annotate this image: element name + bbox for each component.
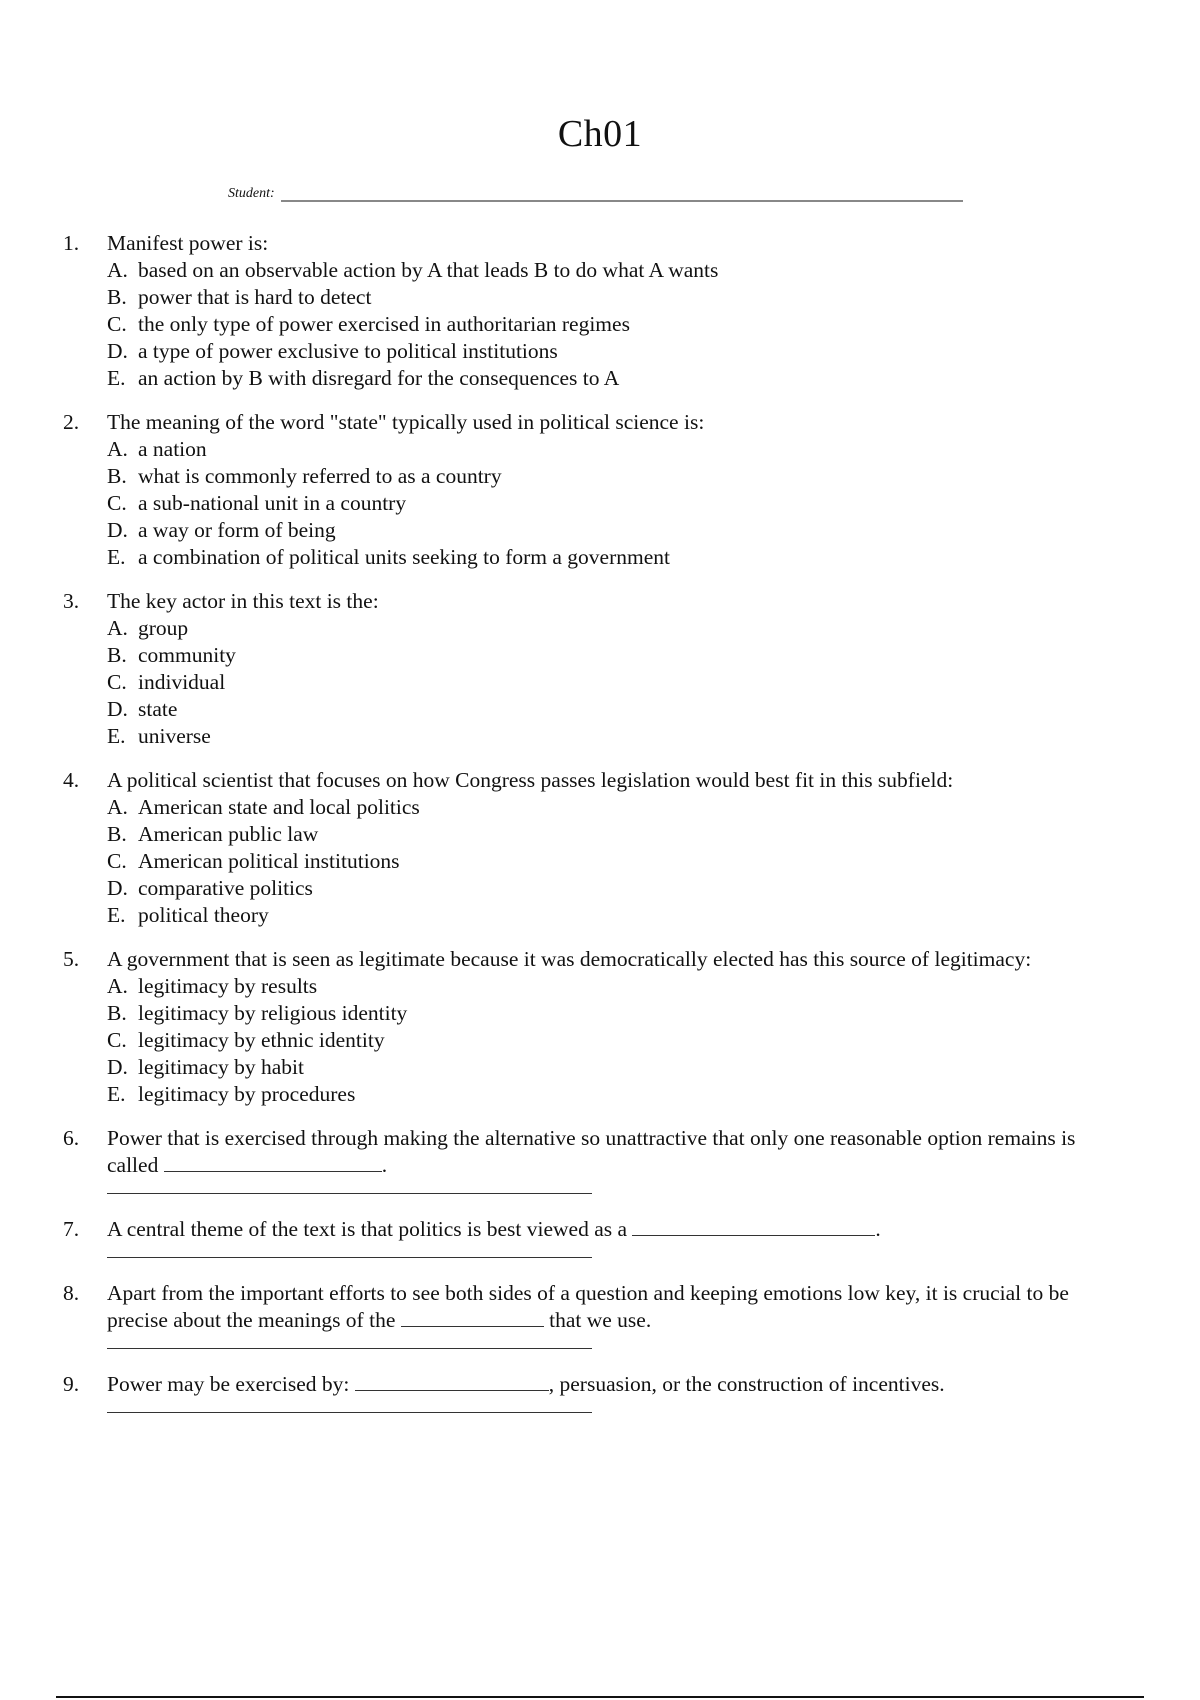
question-stem: A government that is seen as legitimate because it was democratically elected has this source of legitimacy: — [107, 947, 1032, 971]
answer-option-c: C. a sub-national unit in a country — [107, 491, 407, 515]
question-stem: Power that is exercised through making the alternative so unattractive that only one reasonable option remains is called . — [107, 1126, 1076, 1177]
answer-option-b: B. power that is hard to detect — [107, 285, 372, 309]
answer-option-e: E. universe — [107, 724, 211, 748]
question-5 — [63, 946, 1123, 1108]
footer-rule — [56, 1696, 1144, 1698]
answer-line[interactable] — [107, 1181, 592, 1194]
question-number: 3. — [63, 589, 80, 613]
question-number: 5. — [63, 947, 80, 971]
question-stem: The key actor in this text is the: — [107, 589, 379, 613]
question-list — [63, 230, 1123, 1435]
answer-option-a: A. group — [107, 616, 189, 640]
question-number: 1. — [63, 231, 80, 255]
answer-line[interactable] — [107, 1336, 592, 1349]
question-number: 8. — [63, 1281, 80, 1305]
question-stem: Apart from the important efforts to see both sides of a question and keeping emotions low key, it is crucial to be precise about the meanings of the that we use. — [107, 1281, 1069, 1332]
question-stem: The meaning of the word "state" typically used in political science is: — [107, 410, 705, 434]
page-title: Ch01 — [557, 113, 643, 155]
inline-blank — [164, 1153, 382, 1172]
answer-option-d: D. comparative politics — [107, 876, 313, 900]
answer-option-c: C. legitimacy by ethnic identity — [107, 1028, 385, 1052]
answer-line[interactable] — [107, 1400, 592, 1413]
question-stem: Power may be exercised by: , persuasion, or the construction of incentives. — [107, 1372, 945, 1396]
student-name-line[interactable] — [281, 184, 963, 202]
question-stem: Manifest power is: — [107, 231, 269, 255]
answer-option-b: B. what is commonly referred to as a country — [107, 464, 502, 488]
question-number: 6. — [63, 1126, 80, 1150]
question-4 — [63, 767, 1123, 929]
question-3 — [63, 588, 1123, 750]
inline-blank — [355, 1372, 549, 1391]
answer-option-e: E. legitimacy by procedures — [107, 1082, 356, 1106]
question-8 — [63, 1280, 1123, 1349]
question-7 — [63, 1216, 1123, 1258]
answer-option-d: D. a type of power exclusive to political institutions — [107, 339, 558, 363]
answer-option-c: C. the only type of power exercised in authoritarian regimes — [107, 312, 630, 336]
question-6 — [63, 1125, 1123, 1194]
answer-option-c: C. individual — [107, 670, 226, 694]
answer-option-a: A. American state and local politics — [107, 795, 420, 819]
question-2 — [63, 409, 1123, 571]
answer-option-a: A. legitimacy by results — [107, 974, 318, 998]
answer-option-d: D. state — [107, 697, 178, 721]
question-stem: A political scientist that focuses on how Congress passes legislation would best fit in this subfield: — [107, 768, 954, 792]
answer-option-d: D. legitimacy by habit — [107, 1055, 304, 1079]
question-stem: A central theme of the text is that politics is best viewed as a . — [107, 1217, 881, 1241]
student-name-field — [228, 184, 963, 202]
answer-option-d: D. a way or form of being — [107, 518, 336, 542]
answer-option-e: E. political theory — [107, 903, 269, 927]
answer-option-c: C. American political institutions — [107, 849, 400, 873]
answer-option-e: E. a combination of political units seeking to form a government — [107, 545, 670, 569]
student-label: Student: — [228, 186, 275, 201]
answer-option-b: B. community — [107, 643, 236, 667]
inline-blank — [632, 1217, 875, 1236]
question-number: 4. — [63, 768, 80, 792]
answer-line[interactable] — [107, 1245, 592, 1258]
question-number: 7. — [63, 1217, 80, 1241]
question-number: 2. — [63, 410, 80, 434]
question-1 — [63, 230, 1123, 392]
answer-option-e: E. an action by B with disregard for the consequences to A — [107, 366, 620, 390]
answer-option-a: A. a nation — [107, 437, 207, 461]
question-9 — [63, 1371, 1123, 1413]
answer-option-b: B. legitimacy by religious identity — [107, 1001, 408, 1025]
answer-option-a: A. based on an observable action by A that leads B to do what A wants — [107, 258, 719, 282]
question-number: 9. — [63, 1372, 80, 1396]
answer-option-b: B. American public law — [107, 822, 319, 846]
inline-blank — [401, 1308, 544, 1327]
